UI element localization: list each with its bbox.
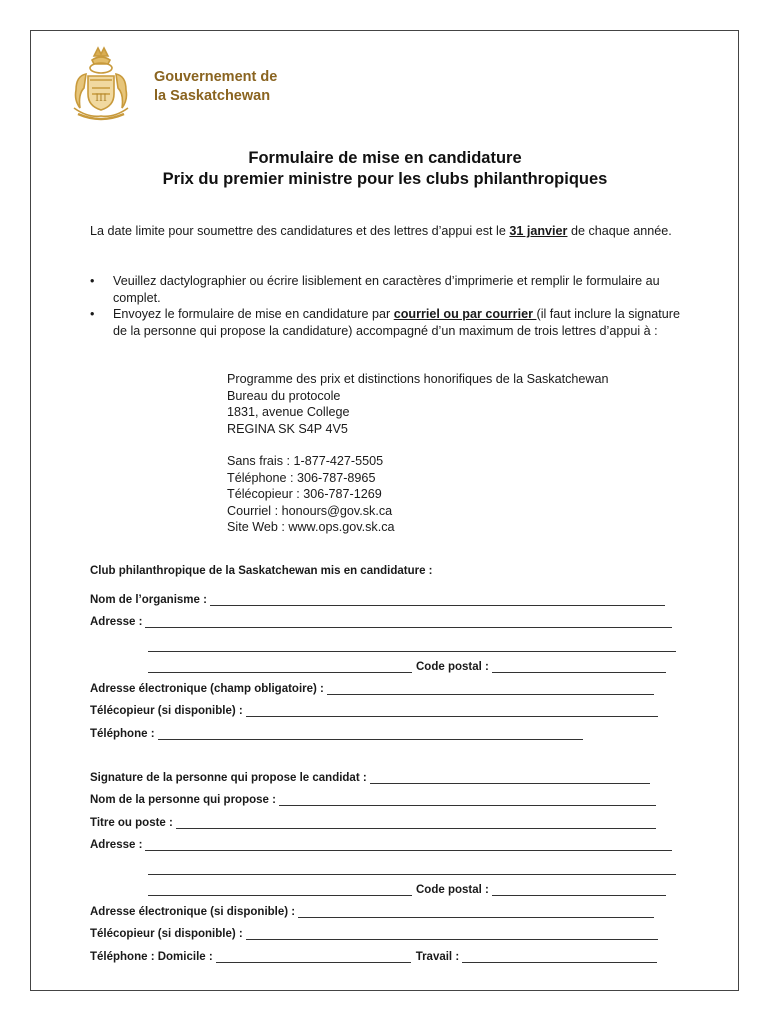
signature-field[interactable] — [90, 772, 650, 784]
deadline-text-after: de chaque année. — [567, 224, 672, 238]
club-email-field[interactable] — [90, 683, 654, 695]
fax-number: Télécopieur : 306-787-1269 — [227, 487, 382, 501]
club-postal-label: Code postal : — [416, 661, 489, 673]
deadline-paragraph — [90, 223, 690, 240]
nominator-name-label: Nom de la personne qui propose : — [90, 794, 276, 806]
nominator-address-field[interactable] — [90, 839, 672, 851]
send-method: courriel ou par courrier — [393, 307, 537, 321]
phone-home-label: Téléphone : Domicile : — [90, 951, 213, 963]
address-line: Bureau du protocole — [227, 388, 341, 403]
nominator-fax-label: Télécopieur (si disponible) : — [90, 928, 243, 940]
club-address-line-2[interactable] — [148, 651, 676, 652]
org-name-input-line[interactable] — [210, 594, 665, 606]
club-fax-label: Télécopieur (si disponible) : — [90, 705, 243, 717]
club-city-input-line[interactable] — [148, 661, 412, 673]
deadline-date: 31 janvier — [509, 224, 568, 238]
send-text-after: (il faut inclure la signature de la personne qui propose la candidature) accompagné d’un maximum de trois lettres d’appui à : — [113, 307, 680, 338]
nominator-title-label: Titre ou poste : — [90, 817, 173, 829]
nominator-postal-label: Code postal : — [416, 884, 489, 896]
club-address-input-line[interactable] — [145, 616, 672, 628]
svg-text:III: III — [95, 93, 107, 104]
club-fax-field[interactable] — [90, 705, 658, 717]
nominator-phone-field[interactable] — [90, 951, 657, 963]
nominator-fax-input-line[interactable] — [246, 928, 658, 940]
club-address-label: Adresse : — [90, 616, 143, 628]
club-fax-input-line[interactable] — [246, 705, 658, 717]
nominator-name-input-line[interactable] — [279, 794, 656, 806]
phone-work-label: Travail : — [415, 951, 460, 963]
club-email-input-line[interactable] — [327, 683, 654, 695]
club-email-label: Adresse électronique (champ obligatoire) : — [90, 683, 324, 695]
address-line: REGINA SK S4P 4V5 — [227, 421, 348, 436]
nominator-email-field[interactable] — [90, 906, 654, 918]
nominator-address-input-line[interactable] — [145, 839, 672, 851]
signature-input-line[interactable] — [370, 772, 650, 784]
org-name-field[interactable] — [90, 594, 665, 606]
nominator-name-field[interactable] — [90, 794, 656, 806]
nominator-fax-field[interactable] — [90, 928, 658, 940]
address-line: Programme des prix et distinctions honorifiques de la Saskatchewan — [227, 372, 609, 386]
deadline-text-before: La date limite pour soumettre des candidatures et des lettres d’appui est le — [90, 224, 510, 238]
address-line: 1831, avenue College — [227, 405, 350, 419]
bullet-icon: • — [90, 307, 95, 321]
bullet-icon: • — [90, 274, 95, 288]
club-phone-label: Téléphone : — [90, 728, 155, 740]
org-name-label: Nom de l’organisme : — [90, 594, 207, 606]
club-phone-input-line[interactable] — [158, 728, 583, 740]
award-title: Prix du premier ministre pour les clubs philanthropiques — [162, 170, 608, 188]
government-name — [154, 68, 277, 106]
bullet-item-send — [90, 306, 690, 339]
phone-home-input-line[interactable] — [216, 951, 411, 963]
club-postal-row[interactable] — [148, 661, 666, 673]
nominator-email-input-line[interactable] — [298, 906, 654, 918]
nominator-title-input-line[interactable] — [176, 817, 656, 829]
club-postal-input-line[interactable] — [492, 661, 666, 673]
signature-label: Signature de la personne qui propose le candidat : — [90, 772, 367, 784]
nominator-address-label: Adresse : — [90, 839, 143, 851]
toll-free-number: Sans frais : 1-877-427-5505 — [227, 454, 384, 468]
nominator-address-line-2[interactable] — [148, 874, 676, 875]
club-section-heading: Club philanthropique de la Saskatchewan mis en candidature : — [90, 565, 433, 577]
nominator-email-label: Adresse électronique (si disponible) : — [90, 906, 296, 918]
phone-work-input-line[interactable] — [462, 951, 657, 963]
club-phone-field[interactable] — [90, 728, 583, 740]
nominator-title-field[interactable] — [90, 817, 656, 829]
email-address: Courriel : honours@gov.sk.ca — [227, 503, 393, 518]
saskatchewan-coat-of-arms-icon — [68, 46, 134, 124]
bullet-text: Veuillez dactylographier ou écrire lisiblement en caractères d’imprimerie et remplir le formulaire au complet. — [113, 274, 660, 305]
form-title: Formulaire de mise en candidature — [248, 149, 522, 167]
nominator-postal-row[interactable] — [148, 884, 666, 896]
bullet-text — [113, 306, 690, 339]
bullet-item-typing — [90, 273, 690, 306]
website: Site Web : www.ops.gov.sk.ca — [227, 520, 395, 534]
gov-line-2: la Saskatchewan — [154, 88, 271, 104]
contact-info — [227, 453, 395, 536]
club-address-field[interactable] — [90, 616, 672, 628]
gov-line-1: Gouvernement de — [154, 69, 278, 85]
phone-number: Téléphone : 306-787-8965 — [227, 470, 376, 485]
nominator-city-input-line[interactable] — [148, 884, 412, 896]
mailing-address — [227, 371, 609, 437]
send-text-before: Envoyez le formulaire de mise en candidature par — [113, 307, 394, 321]
nominator-postal-input-line[interactable] — [492, 884, 666, 896]
